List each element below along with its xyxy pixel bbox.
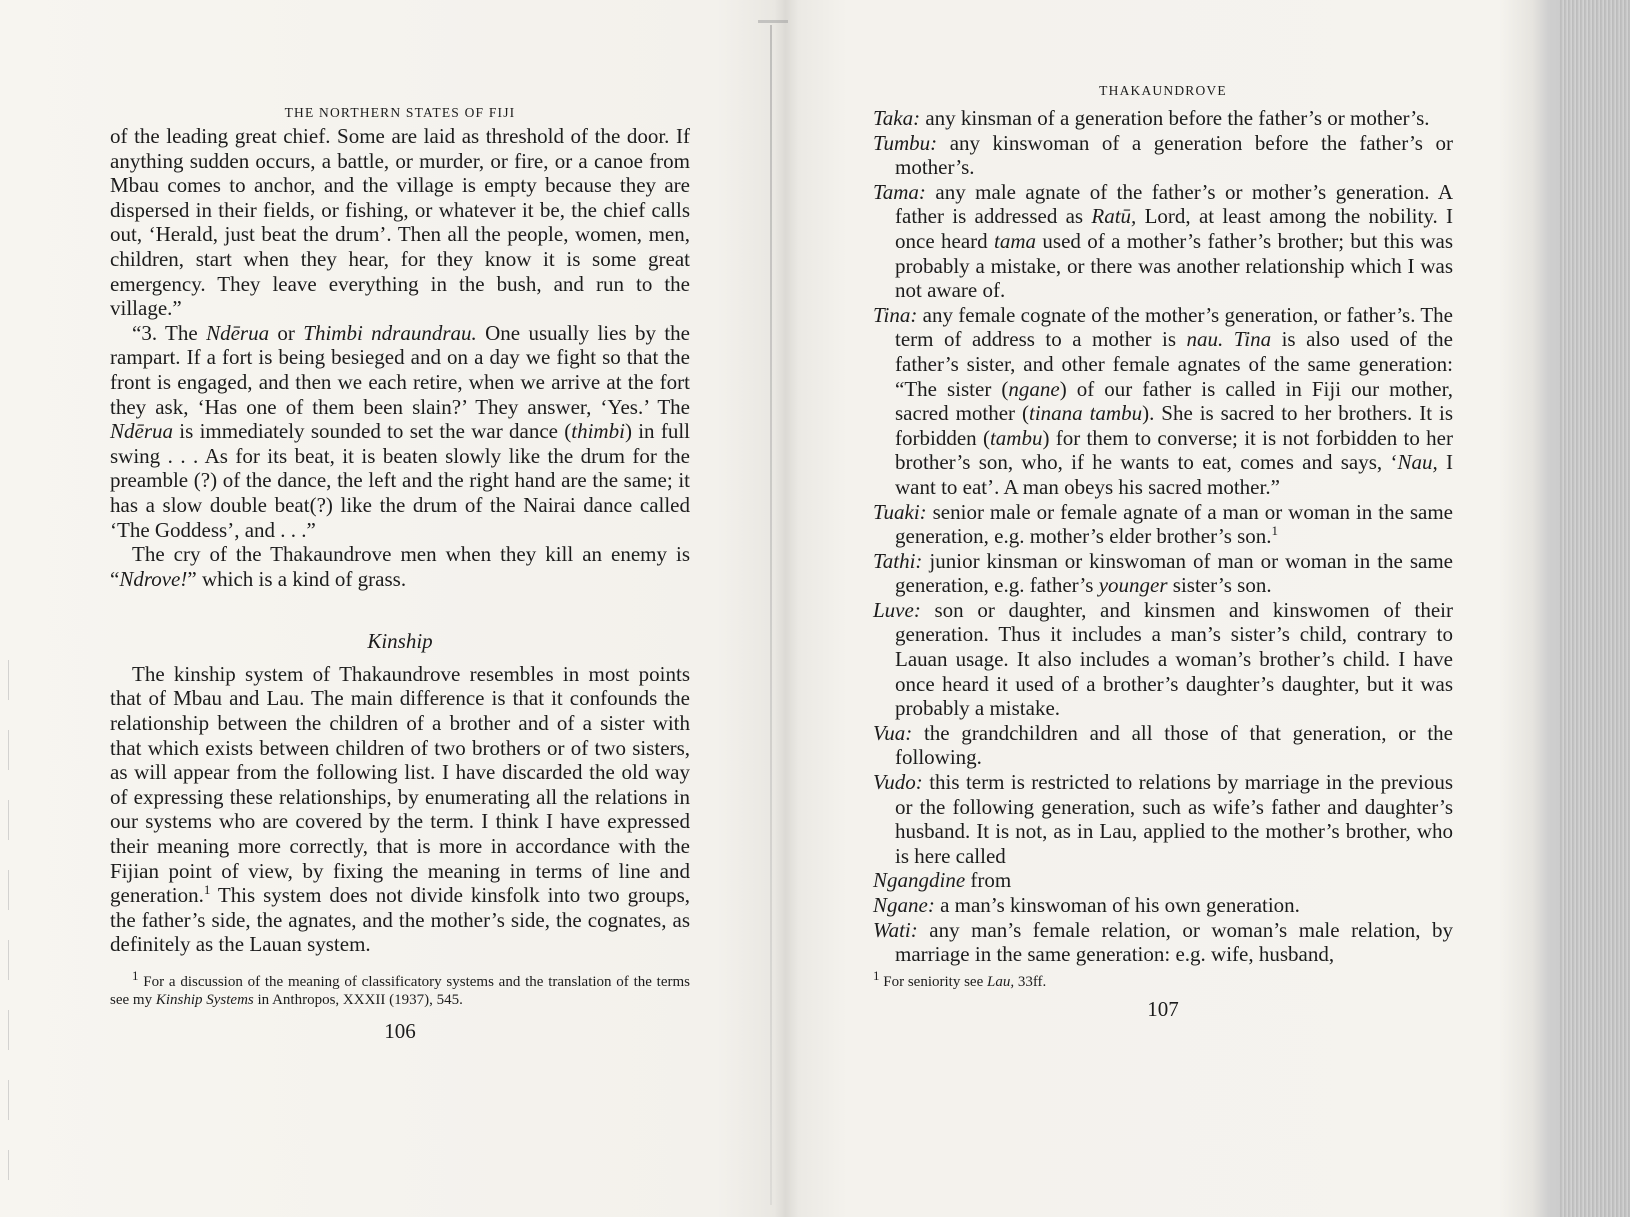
text-run: The kinship system of Thakaundrove resembles in most points that of Mbau and Lau. The main difference is that it confounds the relationship between the children of a brother and of a sister with that which exists between children of two brothers or of two sisters, as will appear from the following list. I have discarded the old way of expressing these relationships, by enumerating all the relations in our systems who are covered by the term. I think I have expressed their meaning more correctly, that is more in accordance with the Fijian point of view, by fixing the meaning in terms of line and generation. — [110, 661, 690, 908]
term-tuaki: Tuaki: — [873, 499, 927, 524]
definition — [1223, 327, 1233, 351]
text-run: The cry of the Thakaundrove men when they kill an enemy is “ — [110, 542, 690, 591]
running-head-left: THE NORTHERN STATES OF FIJI — [284, 105, 516, 120]
footnote-title: Kinship Systems — [155, 992, 254, 1008]
text-run: or — [269, 320, 304, 345]
footnote-left — [110, 968, 690, 1009]
entry-tathi — [873, 549, 1453, 598]
entry-tuaki — [873, 500, 1453, 549]
term-taka: Taka: — [873, 106, 921, 130]
term-vudo: Vudo: — [873, 770, 923, 795]
term-ndrua: Ndērua — [206, 320, 270, 345]
section-title-kinship: Kinship — [367, 629, 433, 654]
gutter-mark — [758, 20, 788, 23]
term-tina: Tina: — [873, 302, 918, 327]
term-ngangdine: Ngangdine — [873, 868, 966, 893]
text-run: “3. The — [132, 320, 207, 345]
footnote-mark: 1 — [873, 967, 880, 983]
definition: son or daughter, and kinsmen and kinswomen of their generation. Thus it includes a man’s sister’s child, contrary to Lauan usage. It also includes a woman’s brother’s child. I have once heard it used of a brother’s daughter’s daughter, but it was probably a mistake. — [895, 597, 1453, 721]
definition: used of a mother’s father’s brother; but this was probably a mistake, or there was another relationship which I was not aware of. — [895, 228, 1454, 303]
definition: junior kinsman or kinswoman of man or woman in the same generation, e.g. father’s — [895, 548, 1453, 598]
term-tama-inline: tama — [994, 228, 1037, 253]
definition: Lord, at least among the nobility. I once heard — [895, 204, 1453, 253]
footnote-lau: Lau, — [986, 973, 1015, 990]
definition: is also used of the father’s sister, and other female agnates of the same generation: “The sister ( — [895, 327, 1453, 401]
term-tumbu: Tumbu: — [873, 130, 938, 155]
term-tambu: tambu — [989, 425, 1043, 450]
right-page — [873, 82, 1453, 1021]
definition: I want to eat’. A man obeys his sacred mother.” — [895, 450, 1453, 499]
definition: any female cognate of the mother’s generation, or father’s. The term of address to a mother is — [895, 302, 1453, 352]
running-head-right: THAKAUNDROVE — [1099, 83, 1227, 98]
term-ndrua: Ndērua — [110, 419, 173, 444]
term-nau: Nau, — [1397, 450, 1438, 475]
text-run: ” which is a kind of grass. — [187, 566, 407, 591]
term-tinana-tambu: tinana tambu — [1028, 401, 1143, 426]
term-thimbi-ndraundrau: Thimbi ndraundrau. — [303, 320, 477, 345]
definition: ). She is sacred to her brothers. It is forbidden ( — [895, 401, 1453, 450]
definition: senior male or female agnate of a man or woman in the same generation, e.g. mother’s elder brother’s son. — [895, 499, 1453, 549]
term-tina-inline: Tina — [1233, 327, 1272, 352]
definition: sister’s son. — [1167, 573, 1272, 598]
entry-vudo — [873, 770, 1453, 868]
emphasis-younger: younger — [1098, 573, 1168, 598]
gutter-shadow — [770, 25, 772, 1205]
text-run: ) in full swing . . . As for its beat, it is beaten slowly like the drum for the preamble (?) of the dance, the left and the right hand are the same; it has a slow double beat(?) like the drum of the Nairai dance called ‘The Goddess’, and . . .” — [110, 419, 690, 542]
paragraph-2 — [110, 321, 690, 542]
term-ndrove: Ndrove! — [119, 566, 188, 591]
left-page — [110, 104, 690, 1044]
term-tama: Tama: — [873, 179, 926, 204]
entry-tama — [873, 180, 1453, 303]
term-thimbi: thimbi — [571, 419, 625, 444]
term-nau: nau. — [1186, 327, 1224, 352]
paragraph-4 — [110, 662, 690, 957]
footnote-right — [873, 967, 1453, 991]
entry-taka — [873, 106, 1453, 131]
page-number-left: 106 — [384, 1019, 416, 1043]
footnote-ref: 1 — [1271, 523, 1279, 539]
page-edge-stack — [1560, 0, 1630, 1217]
text-run: For seniority see — [879, 973, 987, 990]
entry-wati — [873, 918, 1453, 967]
definition: the grandchildren and all those of that generation, or the following. — [895, 720, 1453, 770]
footnote-ref: 1 — [203, 882, 211, 898]
definition: any kinsman of a generation before the father’s or mother’s. — [920, 106, 1430, 130]
definition: any male agnate of the father’s or mother’s generation. A father is addressed as — [895, 179, 1453, 229]
text-run: This system does not divide kinsfolk into two groups, the father’s side, the agnates, and the mother’s side, the cognates, as definitely as the Lauan system. — [110, 883, 690, 957]
text-run: For a discussion of the meaning of classificatory systems and the translation of the terms see my — [110, 974, 690, 1008]
left-margin-marks — [8, 660, 9, 1180]
footnote-mark: 1 — [132, 968, 139, 983]
definition: any man’s female relation, or woman’s male relation, by marriage in the same generation: e.g. wife, husband, — [895, 917, 1453, 967]
term-tathi: Tathi: — [873, 548, 923, 573]
paragraph-1: of the leading great chief. Some are laid as threshold of the door. If anything sudden occurs, a battle, or murder, or fire, or a canoe from Mbau comes to anchor, and the village is empty because they are dispersed in their fields, or fishing, or whatever it be, the chief calls out, ‘Herald, just beat the drum’. Then all the people, women, men, children, start when they hear, for they know it is some great emergency. They leave everything in the bush, and run to the village.” — [110, 124, 690, 321]
page-number-right: 107 — [1147, 996, 1179, 1021]
entry-tina — [873, 303, 1453, 500]
entry-ngangdine — [873, 868, 1453, 893]
text-run: is immediately sounded to set the war dance ( — [173, 419, 572, 444]
definition: ) of our father is called in Fiji our mother, sacred mother ( — [895, 376, 1454, 426]
term-wati: Wati: — [873, 917, 918, 942]
term-ngane: Ngane: — [873, 893, 935, 917]
text-run: in Anthropos, XXXII (1937), 545. — [253, 992, 463, 1008]
term-ratu: Ratū, — [1091, 204, 1137, 229]
definition: from — [965, 868, 1012, 893]
term-ngane-inline: ngane — [1008, 376, 1060, 401]
text-run: 33ff. — [1014, 973, 1047, 990]
definition: ) for them to converse; it is not forbidden to her brother’s son, who, if he wants to eat, comes and says, ‘ — [895, 425, 1453, 475]
term-luve: Luve: — [873, 597, 921, 622]
text-run: One usually lies by the rampart. If a fort is being besieged and on a day we fight so that the front is engaged, and then we each retire, when we arrive at the fort they ask, ‘Has one of them been slain?’ They answer, ‘Yes.’ The — [110, 320, 691, 419]
entry-ngane — [873, 893, 1453, 918]
definition: any kinswoman of a generation before the father’s or mother’s. — [895, 130, 1453, 180]
term-vua: Vua: — [873, 720, 913, 745]
definition: a man’s kinswoman of his own generation. — [934, 893, 1300, 917]
entry-vua — [873, 721, 1453, 770]
paragraph-3 — [110, 542, 690, 591]
entry-tumbu — [873, 131, 1453, 180]
entry-luve — [873, 598, 1453, 721]
definition: this term is restricted to relations by marriage in the previous or the following generation, such as wife’s father and daughter’s husband. It is not, as in Lau, applied to the mother’s brother, who is here called — [895, 770, 1453, 868]
